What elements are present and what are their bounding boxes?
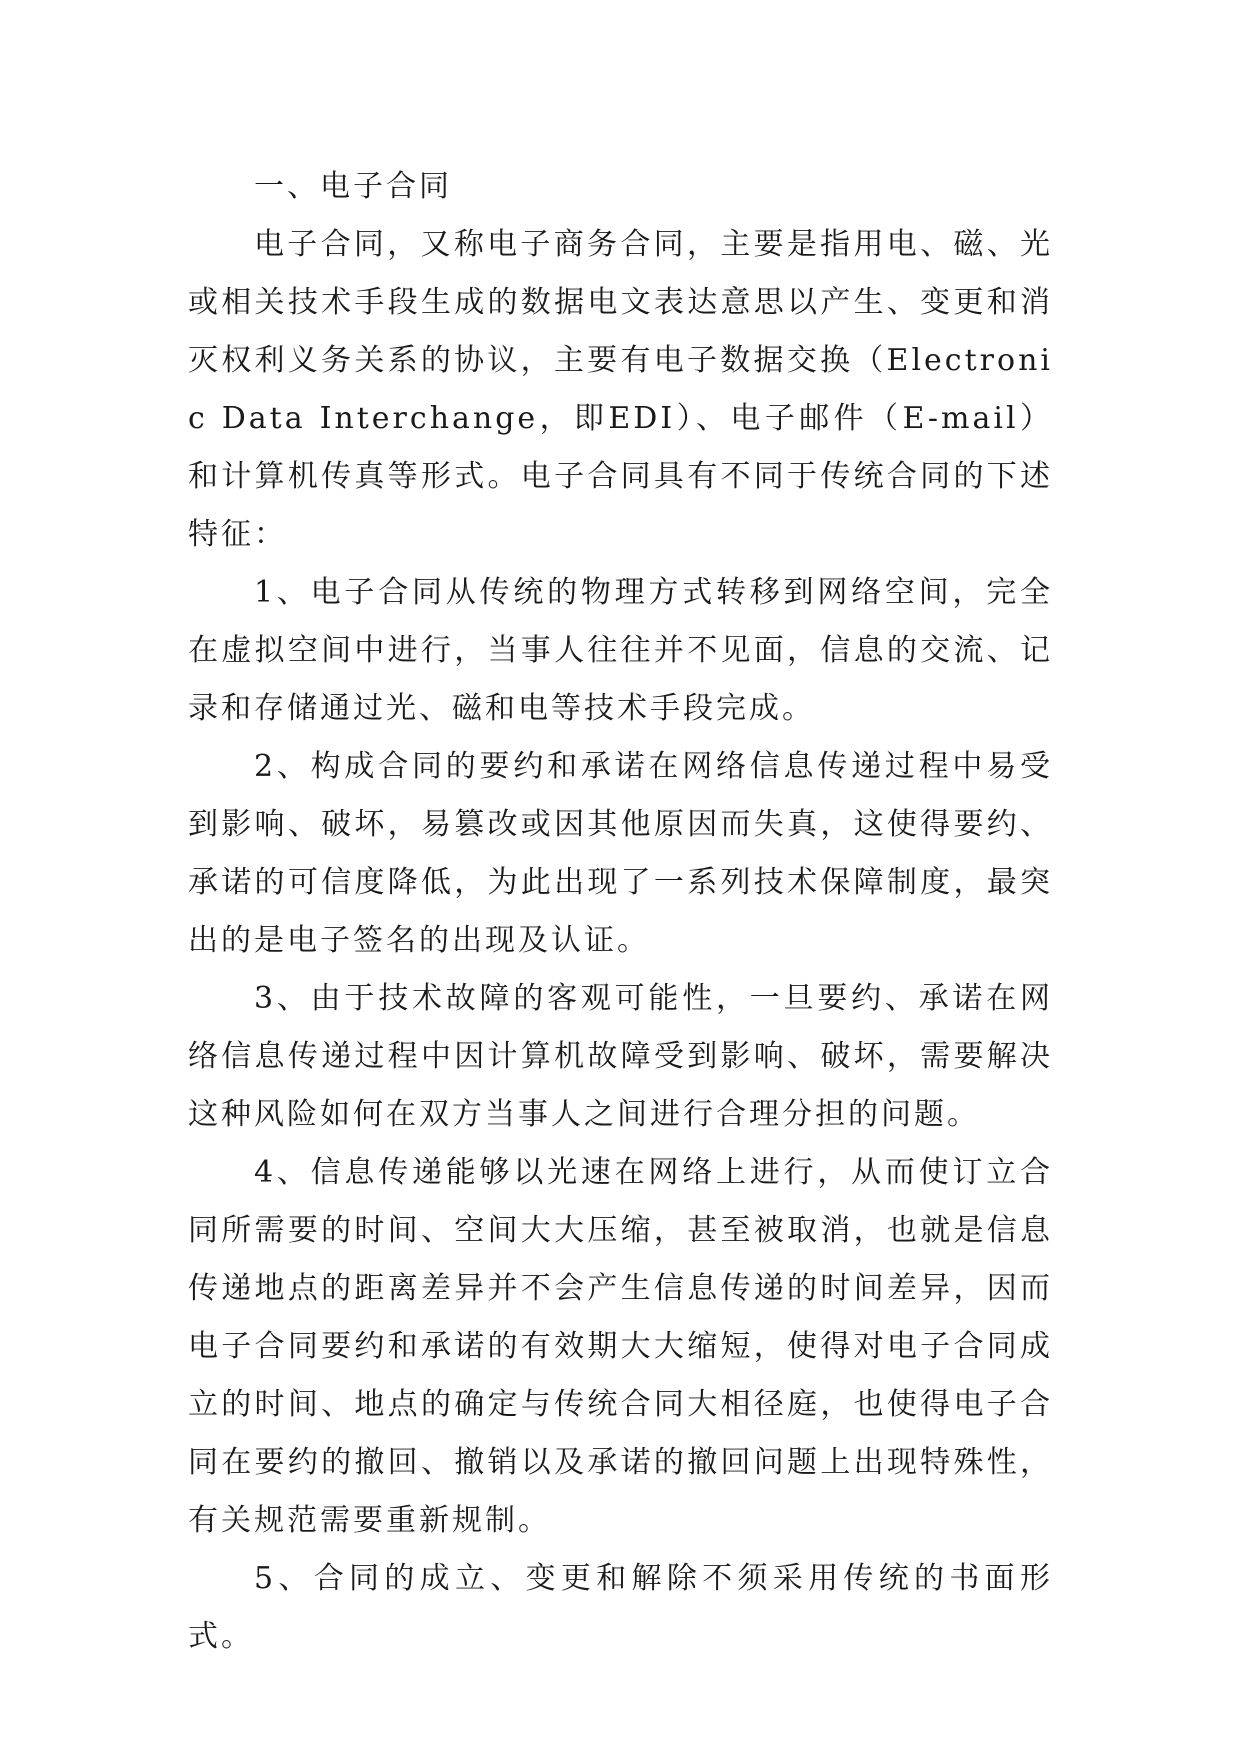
feature-paragraph-4: 4、信息传递能够以光速在网络上进行，从而使订立合同所需要的时间、空间大大压缩，甚至被取消，也就是信息传递地点的距离差异并不会产生信息传递的时间差异，因而电子合同要约和承诺的有效期大大缩短，使得对电子合同成立的时间、地点的确定与传统合同大相径庭，也使得电子合同在要约的撤回、撤销以及承诺的撤回问题上出现特殊性，有关规范需要重新规制。 (188, 1155, 1053, 1538)
feature-paragraph-5: 5、合同的成立、变更和解除不须采用传统的书面形式。 (188, 1561, 1053, 1654)
feature-paragraph-2: 2、构成合同的要约和承诺在网络信息传递过程中易受到影响、破坏，易篡改或因其他原因而失真，这使得要约、承诺的可信度降低，为此出现了一系列技术保障制度，最突出的是电子签名的出现及认证。 (188, 749, 1053, 958)
intro-paragraph: 电子合同，又称电子商务合同，主要是指用电、磁、光或相关技术手段生成的数据电文表达意思以产生、变更和消灭权利义务关系的协议，主要有电子数据交换（Electronic Data Interchange，即EDI）、电子邮件（E-mail）和计算机传真等形式。电子合同具有不同于传统合同的下述特征： (188, 227, 1053, 552)
section-heading: 一、电子合同 (254, 169, 452, 204)
document-page (188, 158, 1053, 1666)
feature-paragraph-1: 1、电子合同从传统的物理方式转移到网络空间，完全在虚拟空间中进行，当事人往往并不见面，信息的交流、记录和存储通过光、磁和电等技术手段完成。 (188, 575, 1053, 726)
feature-paragraph-3: 3、由于技术故障的客观可能性，一旦要约、承诺在网络信息传递过程中因计算机故障受到影响、破坏，需要解决这种风险如何在双方当事人之间进行合理分担的问题。 (188, 981, 1053, 1132)
